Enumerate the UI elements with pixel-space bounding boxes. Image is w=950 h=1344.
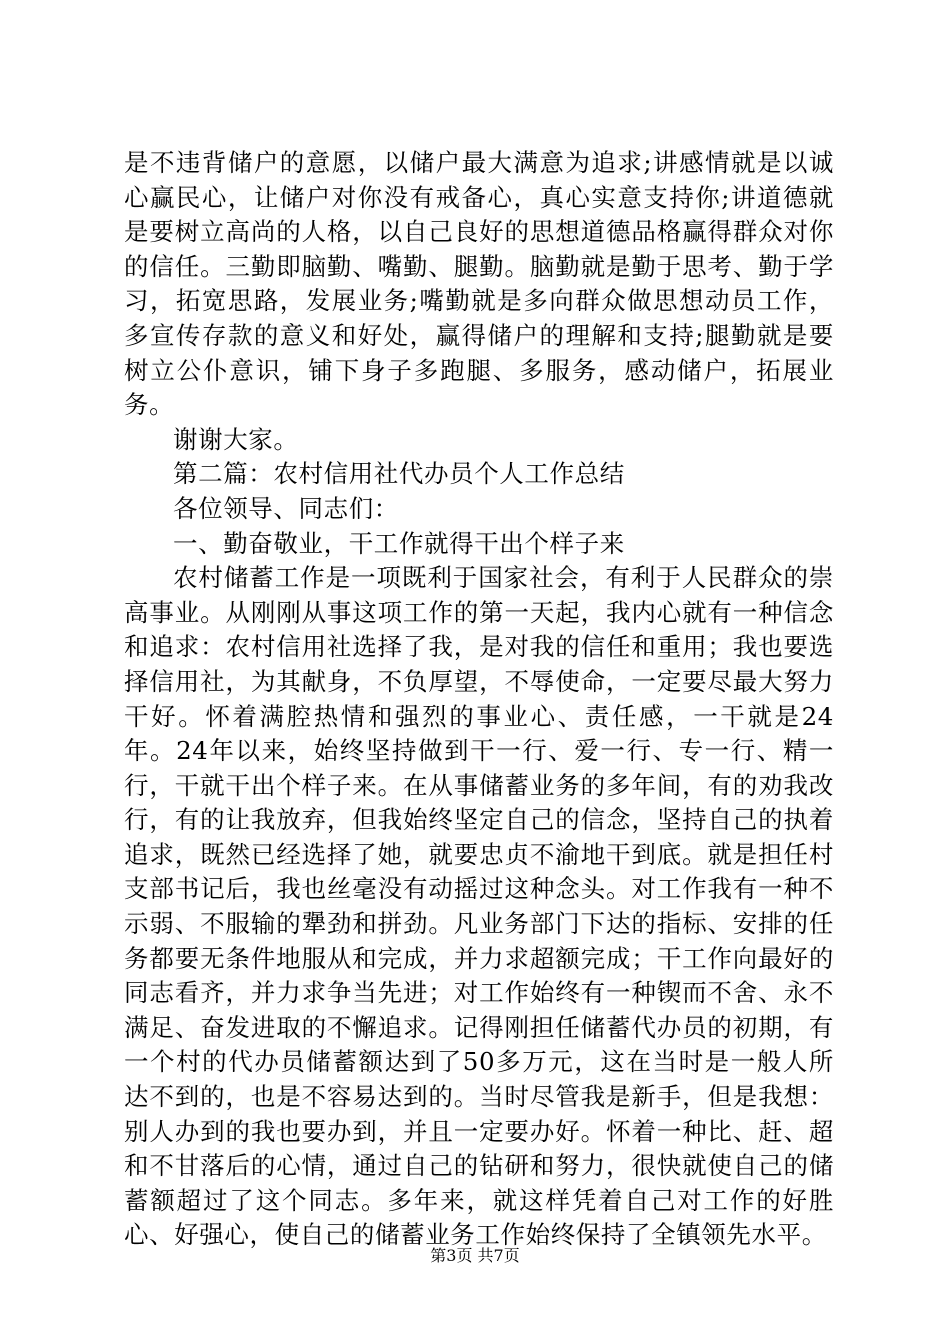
salutation: 各位领导、同志们： <box>173 493 399 523</box>
document-body <box>124 146 834 1253</box>
section-title: 第二篇：农村信用社代办员个人工作总结 <box>173 459 625 489</box>
paragraph-body: 农村储蓄工作是一项既利于国家社会，有利于人民群众的崇高事业。从刚刚从事这项工作的第一天起，我内心就有一种信念和追求：农村信用社选择了我，是对我的信任和重用；我也要选择信用社，为其献身，不负厚望，不辱使命，一定要尽最大努力干好。怀着满腔热情和强烈的事业心、责任感，一干就是24年。24年以来，始终坚持做到干一行、爱一行、专一行、精一行，干就干出个样子来。在从事储蓄业务的多年间，有的劝我改行，有的让我放弃，但我始终坚定自己的信念，坚持自己的执着追求，既然已经选择了她，就要忠贞不渝地干到底。就是担任村支部书记后，我也丝毫没有动摇过这种念头。对工作我有一种不示弱、不服输的犟劲和拼劲。凡业务部门下达的指标、安排的任务都要无条件地服从和完成，并力求超额完成；干工作向最好的同志看齐，并力求争当先进；对工作始终有一种锲而不舍、永不满足、奋发进取的不懈追求。记得刚担任储蓄代办员的初期，有一个村的代办员储蓄额达到了50多万元，这在当时是一般人所达不到的，也是不容易达到的。当时尽管我是新手，但是我想：别人办到的我也要办到，并且一定要办好。怀着一种比、赶、超和不甘落后的心情，通过自己的钻研和努力，很快就使自己的储蓄额超过了这个同志。多年来，就这样凭着自己对工作的好胜心、好强心，使自己的储蓄业务工作始终保持了全镇领先水平。 <box>124 563 834 1250</box>
page-footer: 第3页 共7页 <box>430 1246 520 1265</box>
paragraph-continuation: 是不违背储户的意愿，以储户最大满意为追求;讲感情就是以诚心赢民心，让储户对你没有戒备心，真心实意支持你;讲道德就是要树立高尚的人格，以自己良好的思想道德品格赢得群众对你的信任。三勤即脑勤、嘴勤、腿勤。脑勤就是勤于思考、勤于学习，拓宽思路，发展业务;嘴勤就是多向群众做思想动员工作，多宣传存款的意义和好处，赢得储户的理解和支持;腿勤就是要树立公仆意识，铺下身子多跑腿、多服务，感动储户，拓展业务。 <box>124 148 834 420</box>
section-heading-1: 一、勤奋敬业，干工作就得干出个样子来 <box>173 528 625 558</box>
paragraph-thanks: 谢谢大家。 <box>173 424 299 454</box>
